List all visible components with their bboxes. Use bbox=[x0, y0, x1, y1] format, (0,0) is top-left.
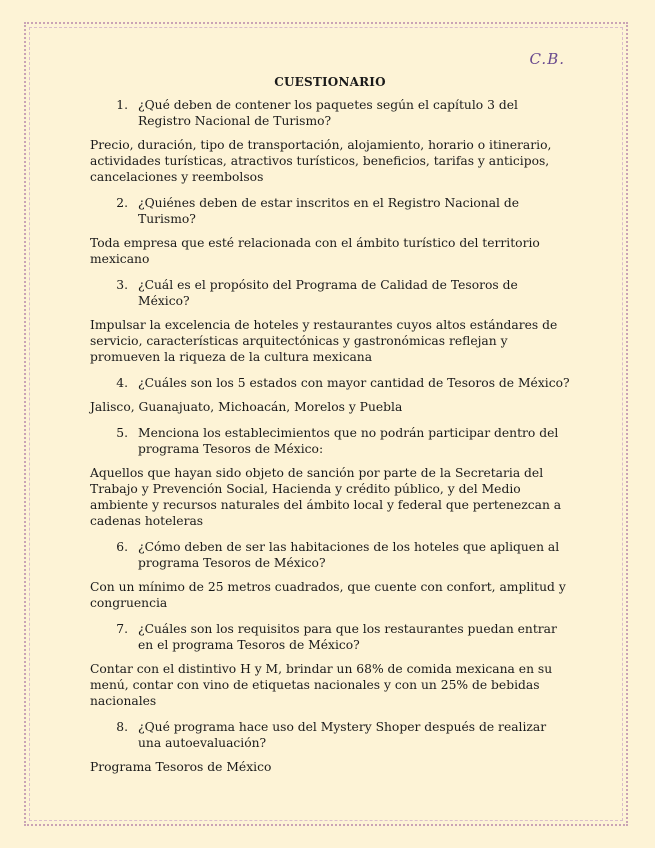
question-number: 4. bbox=[116, 376, 128, 390]
question-number: 5. bbox=[116, 426, 128, 440]
question-item bbox=[90, 539, 570, 611]
question-text: ¿Qué deben de contener los paquetes según el capítulo 3 del Registro Nacional de Turismo? bbox=[138, 98, 518, 128]
question-number: 6. bbox=[116, 540, 128, 554]
question-text: ¿Quiénes deben de estar inscritos en el Registro Nacional de Turismo? bbox=[138, 196, 520, 226]
answer-text: Aquellos que hayan sido objeto de sanción por parte de la Secretaria del Trabajo y Prevención Social, Hacienda y crédito público, y del Medio ambiente y recursos naturales del ámbito local y federal que pertenezcan a cadenas hoteleras bbox=[90, 466, 562, 528]
question-item bbox=[90, 97, 570, 185]
question-text: ¿Cuáles son los requisitos para que los restaurantes puedan entrar en el programa Tesoros de México? bbox=[138, 622, 557, 652]
answer-text: Con un mínimo de 25 metros cuadrados, que cuente con confort, amplitud y congruencia bbox=[90, 580, 566, 610]
question-text: ¿Cómo deben de ser las habitaciones de los hoteles que apliquen al programa Tesoros de México? bbox=[138, 540, 560, 570]
question-number: 7. bbox=[116, 622, 128, 636]
question-number: 1. bbox=[116, 98, 128, 112]
question-text: ¿Cuáles son los 5 estados con mayor cantidad de Tesoros de México? bbox=[138, 376, 570, 390]
answer-text: Jalisco, Guanajuato, Michoacán, Morelos y Puebla bbox=[90, 400, 403, 414]
question-item bbox=[90, 277, 570, 365]
document-title: CUESTIONARIO bbox=[274, 75, 386, 89]
question-text: ¿Cuál es el propósito del Programa de Calidad de Tesoros de México? bbox=[138, 278, 518, 308]
question-item bbox=[90, 195, 570, 267]
answer-text: Precio, duración, tipo de transportación, alojamiento, horario o itinerario, actividades turísticas, atractivos turísticos, beneficios, tarifas y anticipos, cancelaciones y reembolsos bbox=[90, 138, 552, 184]
answer-text: Contar con el distintivo H y M, brindar un 68% de comida mexicana en su menú, contar con vino de etiquetas nacionales y con un 25% de bebidas nacionales bbox=[90, 662, 553, 708]
question-number: 2. bbox=[116, 196, 128, 210]
answer-text: Toda empresa que esté relacionada con el ámbito turístico del territorio mexicano bbox=[90, 236, 540, 266]
question-number: 8. bbox=[116, 720, 128, 734]
answer-text: Impulsar la excelencia de hoteles y restaurantes cuyos altos estándares de servicio, características arquitectónicas y gastronómicas reflejan y promueven la riqueza de la cultura mexicana bbox=[90, 318, 558, 364]
question-item bbox=[90, 425, 570, 529]
question-item bbox=[90, 621, 570, 709]
answer-text: Programa Tesoros de México bbox=[90, 760, 272, 774]
question-text: ¿Qué programa hace uso del Mystery Shoper después de realizar una autoevaluación? bbox=[138, 720, 547, 750]
question-item bbox=[90, 375, 570, 415]
author-initials: C.B. bbox=[529, 50, 565, 68]
question-text: Menciona los establecimientos que no podrán participar dentro del programa Tesoros de México: bbox=[138, 426, 559, 456]
questionnaire bbox=[90, 70, 570, 785]
question-item bbox=[90, 719, 570, 775]
question-number: 3. bbox=[116, 278, 128, 292]
